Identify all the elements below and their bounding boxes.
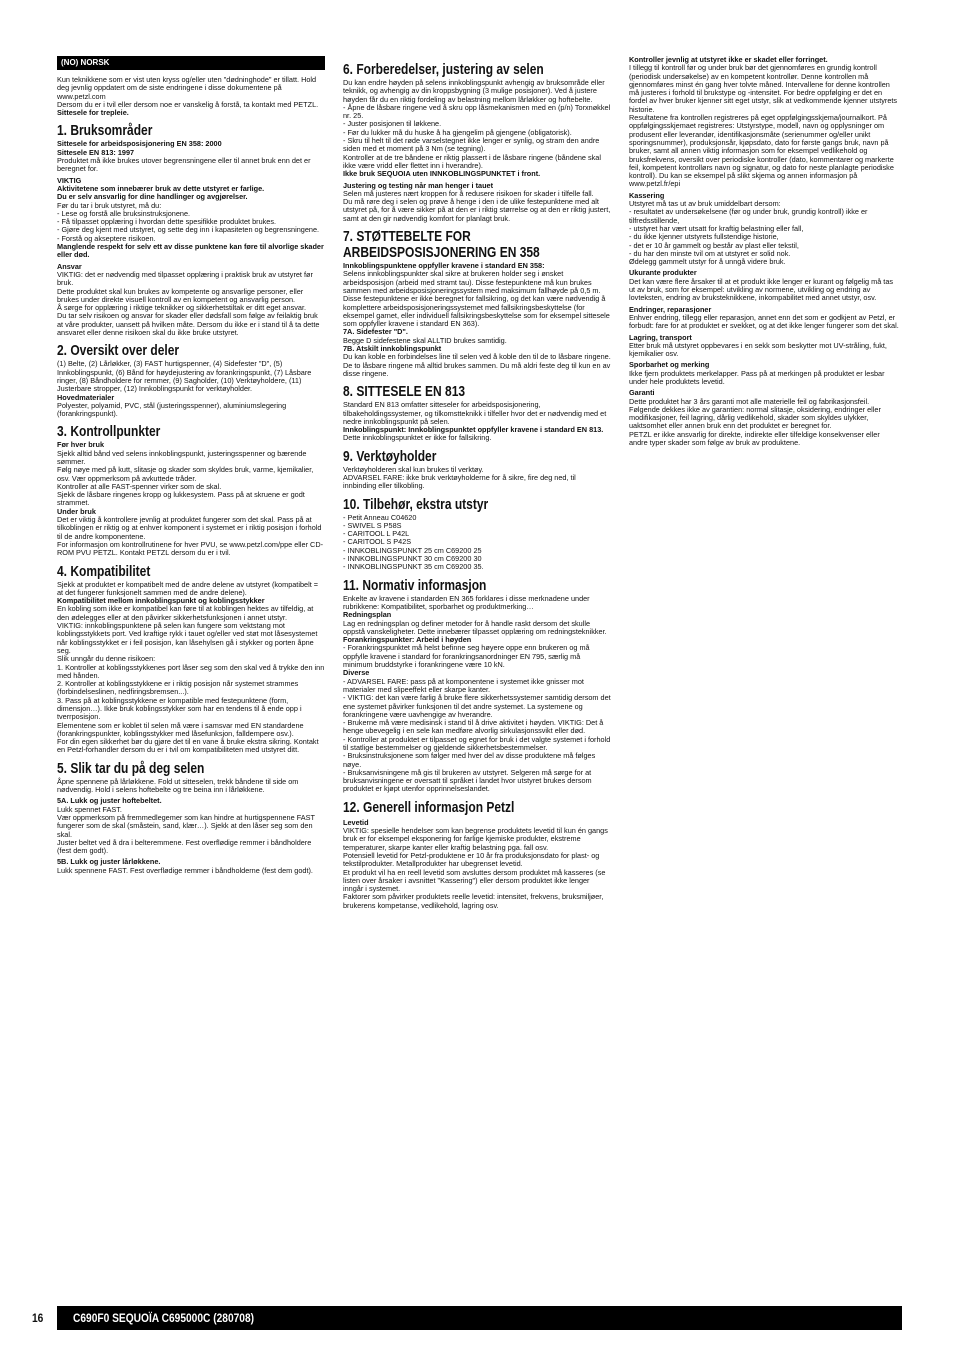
section-heading: 12. Generell informasjon Petzl (343, 798, 515, 816)
paragraph: Du tar selv risikoen og ansvar for skader eller dødsfall som følge av feilaktig bruk at våre produkter, uansett på hvilken måte. Dersom du ikke er i stand til å ta dette ansvaret eller denne risikoen skal du ikke bruke utstyret. (57, 311, 320, 338)
paragraph: - INNKOBLINGSPUNKT 35 cm C69200 35. (343, 562, 484, 572)
paragraph: - Kontroller at produktet er tilpasset og egnet for bruk i det valgte systemet i forhold til statlige bestemmelser og gjeldende sikkerhetsbestemmelser. (343, 734, 611, 752)
paragraph: Etter bruk må utstyret oppbevares i en sekk som beskytter mot UV-stråling, fukt, kjemikalier osv. (629, 340, 887, 359)
bold-text: Sittesele for arbeidsposisjonering EN 358: 2000 (57, 139, 222, 149)
section-heading: 11. Normativ informasjon (343, 576, 487, 594)
paragraph: Verktøyholderen skal kun brukes til verktøy. (343, 464, 484, 474)
bold-text: Kontroller jevnlig at utstyret ikke er skadet eller forringet. (629, 55, 828, 64)
section-heading: 8. SITTESELE EN 813 (343, 383, 466, 401)
paragraph: Du kan koble en forbindelses line til selen ved å koble den til de to låsbare ringene. De to låsbare ringene må alltid brukes sammen. Du må aldri feste deg til kun en av disse ringene. (343, 352, 611, 378)
paragraph: Enhver endring, tillegg eller reparasjon, annet enn det som er godkjent av Petzl, er forbudt: fare for at produktet er svekket, og at det ikke lenger fungerer som det skal. (629, 312, 899, 331)
bold-text: Sittesele for trepleie. (57, 108, 129, 118)
bold-text: Før hver bruk (57, 440, 105, 450)
bold-text: Ikke bruk SEQUOIA uten INNKOBLINGSPUNKTET i front. (343, 169, 541, 179)
bold-text: Hovedmaterialer (57, 392, 115, 402)
paragraph: Selens innkoblingspunkter skal sikre at brukeren holder seg i ønsket arbeidsposisjon (arbeid med stramt tau). Disse festepunktene må kun brukes sammen med arbeidsposisjoneringssystem med maksimum fallhøyde på 0,5 m. (343, 269, 601, 295)
subheading: Endringer, reparasjoner (629, 304, 712, 314)
paragraph: Det er viktig å kontrollere jevnlig at produktet fungerer som det skal. Pass på at tilkoblingen er riktig og at enhver komponent i systemet er i riktig posisjon i forhold til de andre komponentene. (57, 515, 322, 541)
paragraph: Du kan endre høyden på selens innkoblingspunkt avhengig av bruksområde eller teknikk, og avhengig av din kroppsbygning (3 mulige posisjoner). Ved å justere høyden får du en riktig fordeling av belastning mellom lårløkker og hoftebelte. (343, 78, 605, 104)
paragraph: VIKTIG: det er nødvendig med tilpasset opplæring i praktisk bruk av utstyret før bruk. (57, 269, 313, 288)
paragraph: - Åpne de låsbare ringene ved å skru opp låsmekanismen med en (p/n) Torxnøkkel nr. 25. (343, 102, 611, 121)
paragraph: Dette produktet skal kun brukes av kompetente og ansvarlige personer, eller brukes under direkte visuell kontroll av en kompetent og ansvarlig person. (57, 286, 304, 304)
paragraph: Ikke fjern produktets merkelapper. Pass på at merkingen på produktet er lesbar under hele produktets levetid. (629, 368, 885, 386)
page-number: 16 (32, 1311, 44, 1325)
paragraph: - SWIVEL S P58S (343, 520, 402, 530)
paragraph: - Før du lukker må du huske å ha gjengelim på gjengene (obligatorisk). (343, 127, 572, 137)
section-heading: 6. Forberedelser, justering av selen (343, 61, 544, 78)
paragraph: Lag en redningsplan og definer metoder for å handle raskt dersom det skulle oppstå vanskeligheter. Dette innebærer tilpasset opplæring om redningsteknikker. (343, 618, 607, 636)
paragraph: - CARITOOL L P42L (343, 529, 410, 539)
paragraph: VIKTIG: innkoblingspunktene på selen kan fungere som vektstang mot koblingsstykkets port. Ved kraftige rykk i tauet og/eller ved støt mot låsesystemet når koblingsstykket er i feil posisjon, kan låsehylsen gå i stykker og porten åpne seg. (57, 621, 318, 655)
paragraph: Sjekk alltid bånd ved selens innkoblingspunkt, justeringsspenner og bærende sømmer. (57, 448, 307, 466)
paragraph: Enkelte av kravene i standarden EN 365 forklares i disse merknadene under rubrikkene: Kompatibilitet, sporbarhet og produktmerking… (343, 593, 590, 611)
paragraph: I tillegg til kontroll før og under bruk bør det gjennomføres en grundig kontroll (periodisk undersøkelse) av en kompetent kontrollør. Denne kontrollen må gjennomføres minst én gang hver tolvte måned. Intervallene for denne kontrollen må justeres i forhold til brukstype og -intensitet. For bedre oppfølging er det en fordel av hver bruker kjenner sitt eget utstyr, slik at vedkommende kjenner utstyrets historie. (629, 63, 898, 114)
paragraph: - Bruksinstruksjonene som følger med hver del av disse produktene må følges nøye. (343, 751, 596, 769)
paragraph: Ødelegg gammelt utstyr for å unngå videre bruk. (629, 257, 786, 267)
paragraph: - Petit Anneau C04620 (343, 512, 417, 522)
section-heading: 2. Oversikt over deler (57, 342, 180, 360)
paragraph: Lukk spennene FAST. Fest overflødige remmer i båndholderne (fest dem godt). (57, 865, 313, 875)
paragraph: Disse festepunktene er ikke beregnet for fallsikring, og det kan være nødvendig å komplettere arbeidsposisjoneringssystemet med fallsikringsbeskyttelse (for eksempel garnet, eller individuell fallsikringsbeskyttelse som for eksempel sittesele som oppfyller kravene i standard EN 363). (343, 294, 610, 329)
bold-text: Under bruk (57, 506, 96, 516)
subheading: Ansvar (57, 261, 82, 271)
paragraph: 1. Kontroller at koblingsstykkenes port låser seg som den skal ved å trykke den inn med hånden. (57, 662, 325, 680)
paragraph: Du må røre deg i selen og prøve å henge i den i de ulike festepunktene med alt utstyret på, for å være sikker på at den er i riktig størrelse og at den er riktig justert, samt at den gir nødvendig komfort for planlagt bruk. (343, 197, 611, 223)
paragraph: For din egen sikkerhet bør du gjøre det til en vane å bruke ekstra sikring. Kontakt en Petzl-forhandler dersom du er i tvil om kompatibiliteten med utstyret ditt. (57, 737, 319, 755)
paragraph: Sjekk de låsbare ringenes kropp og lukkesystem. Pass på at skruene er godt strammet. (57, 490, 305, 508)
paragraph: - Lese og forstå alle bruksinstruksjonene. (57, 208, 191, 218)
footer-bar (57, 1306, 902, 1330)
section-heading: 1. Bruksområder (57, 122, 153, 140)
subheading: Ukurante produkter (629, 268, 697, 278)
paragraph: Utstyret må tas ut av bruk umiddelbart dersom: (629, 199, 781, 209)
column-left (57, 56, 325, 875)
subheading: Lagring, transport (629, 332, 692, 342)
column-middle (343, 56, 611, 910)
paragraph: Dette produktet har 3 års garanti mot alle materielle feil og fabrikasjonsfeil. Følgende dekkes ikke av garantien: normal slitasje, oksidering, endringer eller modifikasjoner, feil lagring, dårlig vedlikehold, skader som skyldes ulykker, uaktsomhet eller annen bruk enn det produktet er beregnet for. (629, 396, 881, 431)
paragraph: Potensiell levetid for Petzl-produktene er 10 år fra produksjonsdato for plast- og tekstilprodukter. Metallprodukter har ubegrenset levetid. (343, 850, 600, 869)
paragraph: - Brukerne må være medisinsk i stand til å drive aktivitet i høyden. VIKTIG: Det å henge ubevegelig i en sele kan medføre alvorlig sirkulasjonssvikt eller død. (343, 718, 604, 736)
bold-text: Redningsplan (343, 610, 392, 620)
paragraph: - Juster posisjonen til løkkene. (343, 119, 442, 129)
paragraph: Elementene som er koblet til selen må være i samsvar med EN standardene (forankringspunkter, koblingsstykker med låsefunksjon, falldempere osv.). (57, 720, 304, 738)
subheading: Levetid (343, 817, 369, 827)
paragraph: - det er 10 år gammelt og består av plast eller tekstil, (629, 240, 799, 250)
bold-text: Innkoblingspunkt: Innkoblingspunktet oppfyller kravene i standard EN 813. (343, 425, 604, 435)
bold-text: Innkoblingspunktene oppfyller kravene i standard EN 358: (343, 261, 545, 271)
paragraph: Et produkt vil ha en reell levetid som avsluttes dersom produktet må kasseres (se listen over årsaker i avsnittet "Kassering") eller dersom produktet ikke lenger inngår i systemet. (343, 867, 606, 894)
paragraph: - resultatet av undersøkelsene (før og under bruk, grundig kontroll) ikke er tilfredsstillende, (629, 207, 868, 225)
paragraph: Dersom du er i tvil eller dersom noe er vanskelig å forstå, ta kontakt med PETZL. (57, 99, 319, 109)
paragraph: - utstyret har vært utsatt for kraftig belastning eller fall, (629, 223, 804, 233)
paragraph: Kontroller at de tre båndene er riktig plassert i de låsbare ringene (båndene skal ikke være vridd eller flettet inn i hverandre). (343, 152, 601, 170)
bold-text: Forankringspunkter: Arbeid i høyden (343, 635, 472, 645)
paragraph: Kontroller at alle FAST-spenner virker som de skal. (57, 481, 222, 491)
language-label: (NO) NORSK (57, 56, 325, 70)
subheading: 5B. Lukk og juster lårløkkene. (57, 857, 161, 867)
subheading: VIKTIG (57, 175, 82, 185)
section-heading: 3. Kontrollpunkter (57, 423, 161, 441)
bold-text: 7B. Atskilt innkoblingspunkt (343, 344, 442, 354)
subheading: Kassering (629, 190, 665, 200)
footer-code: C690F0 SEQUOÏA C695000C (280708) (73, 1311, 255, 1325)
paragraph: - Skru til helt til det røde varselstegnet ikke lenger er synlig, og stram den andre siden med et moment på 3 Nm (se tegning). (343, 136, 600, 154)
paragraph: VIKTIG: spesielle hendelser som kan begrense produktets levetid til kun én gangs bruk er for eksempel eksponering for farlige kjemiske produkter, ekstreme temperaturer, skarpe kanter eller kraftig belastning pga. fall osv. (343, 826, 608, 852)
column-left-body (57, 76, 325, 875)
paragraph: Dette innkoblingspunktet er ikke for fallsikring. (343, 433, 492, 443)
bold-text: Aktivitetene som innebærer bruk av dette utstyret er farlige. (57, 183, 265, 193)
paragraph: - du har den minste tvil om at utstyret er solid nok. (629, 248, 791, 258)
bold-text: 7A. Sidefester "D". (343, 327, 408, 337)
paragraph: - VIKTIG: det kan være farlig å bruke flere sikkerhetssystemer samtidig dersom det ene systemet påvirker funksjonen til det andre systemet. La systemene og forankringene være uavhengige av hverandre. (343, 693, 611, 719)
paragraph: Polyester, polyamid, PVC, stål (justeringsspenner), aluminiumslegering (forankringspunkt). (57, 400, 287, 419)
paragraph: Selen må justeres nært kroppen for å redusere risikoen for skader i tilfelle fall. (343, 188, 594, 198)
paragraph: Vær oppmerksom på fremmedlegemer som kan hindre at hurtigspennene FAST fungerer som de skal (småstein, sand, klær…). Sjekk at den låser seg som den skal. (57, 812, 315, 839)
paragraph: PETZL er ikke ansvarlig for direkte, indirekte eller tilfeldige konsekvenser eller andre typer skader som følge av bruk av produktene. (629, 429, 880, 448)
paragraph: Standard EN 813 omfatter sitteseler for arbeidsposisjonering, tilbakeholdingssystemer, og tilkomstteknikk i tilfeller hvor det er nødvendig med et nedre innkoblingspunkt på selen. (343, 400, 607, 426)
paragraph: Sjekk at produktet er kompatibelt med de andre delene av utstyret (kompatibelt = at det fungerer funksjonelt sammen med de andre delene). (57, 579, 319, 597)
paragraph: (1) Belte, (2) Lårløkker, (3) FAST hurtigspenner, (4) Sidefester "D", (5) Innkoblingspunkt, (6) Bånd for høydejustering av forankringspunkt, (7) Låsbare ringer, (8) Båndholdere for remmer, (9) Sagholder, (10) Verktøyholdere, (11) Justerbare stropper, (12) Innkoblingspunkt for verktøyholder. (57, 359, 312, 394)
paragraph: Juster beltet ved å dra i belteremmene. Fest overflødige remmer i båndholdere (fest dem godt). (57, 837, 312, 856)
bold-text: Sittesele EN 813: 1997 (57, 147, 135, 157)
paragraph: Å sørge for opplæring i riktige teknikker og sikkerhetstiltak er ditt eget ansvar. (57, 303, 307, 313)
subheading: Garanti (629, 388, 655, 398)
bold-text: Diverse (343, 668, 370, 678)
subheading: 5A. Lukk og juster hoftebeltet. (57, 796, 162, 806)
paragraph: - ADVARSEL FARE: pass på at komponentene i systemet ikke gnisser mot materialer med slipeeffekt eller skarpe kanter. (343, 676, 584, 694)
paragraph: - INNKOBLINGSPUNKT 30 cm C69200 30 (343, 554, 482, 564)
paragraph: Begge D sidefestene skal ALLTID brukes samtidig. (343, 335, 507, 345)
paragraph: 3. Pass på at koblingsstykkene er kompatible med festepunktene (form, dimensjon…). Ikke bruk koblingsstykker som har en tendens til å ende opp i tverrposisjon. (57, 695, 302, 722)
paragraph: 2. Kontroller at koblingsstykkene er i riktig posisjon når systemet strammes (forbindelseslinen, nedfiringsbremsen...). (57, 679, 299, 697)
column-middle-body (343, 62, 611, 910)
paragraph: For informasjon om kontrollrutinene for hver PVU, se www.petzl.com/ppe eller CD-ROM PVU PETZL. Kontakt PETZL dersom du er i tvil. (57, 539, 324, 558)
subheading: Justering og testing når man henger i tauet (343, 180, 494, 190)
paragraph: - INNKOBLINGSPUNKT 25 cm C69200 25 (343, 545, 482, 555)
bold-text: Manglende respekt for selv ett av disse punktene kan føre til alvorlige skader eller død. (57, 242, 324, 260)
bold-text: Kompatibilitet mellom innkoblingspunkt og koblingsstykker (57, 596, 265, 606)
paragraph: Det kan være flere årsaker til at et produkt ikke lenger er kurant og følgelig må tas ut av bruk, som for eksempel: utvikling av normene, utvikling og endring av lovteksten, endring av bruksteknikkene, inkompabilitet med annet utstyr, osv. (629, 276, 894, 303)
paragraph: - Få tilpasset opplæring i hvordan dette spesifikke produktet brukes. (57, 217, 277, 227)
section-heading: 5. Slik tar du på deg selen (57, 759, 205, 777)
paragraph: Lukk spennet FAST. (57, 804, 122, 814)
bold-text: Du er selv ansvarlig for dine handlinger og avgjørelser. (57, 192, 248, 202)
paragraph: - du ikke kjenner utstyrets fullstendige historie, (629, 232, 779, 242)
paragraph: Før du tar i bruk utstyret, må du: (57, 200, 162, 210)
section-heading: 7. STØTTEBELTE FOR ARBEIDSPOSISJONERING EN 358 (343, 228, 540, 262)
column-right (629, 56, 899, 447)
paragraph: Produktet må ikke brukes utover begrensningene eller til annet bruk enn det er beregnet for. (57, 156, 311, 174)
section-heading: 10. Tilbehør, ekstra utstyr (343, 495, 489, 513)
paragraph: Kun teknikkene som er vist uten kryss og/eller uten "dødninghode" er tillatt. Hold deg jevnlig oppdatert om de siste endringene i disse dokumentene på www.petzl.com (57, 75, 317, 101)
paragraph: - Forankringspunktet må helst befinne seg høyere oppe enn brukeren og må oppfylle kravene i standard for forankringsanordninger EN 795, særlig må minimum bruddstyrke i forankringene være 10 kN. (343, 643, 590, 670)
paragraph: - Bruksanvisningene må gis til brukeren av utstyret. Selgeren må sørge for at bruksanvisningene er oversatt til språket i landet hvor utstyret brukes dersom produktet er kjøpt utenfor opprinnelseslandet. (343, 767, 592, 794)
section-heading: 9. Verktøyholder (343, 447, 437, 465)
paragraph: En kobling som ikke er kompatibel kan føre til at koblingen hektes av tilfeldig, at den ødelegges eller at den påvirker sikkerhetsfunksjonen i annet utstyr. (57, 604, 314, 622)
paragraph: Åpne spennene på lårløkkene. Fold ut sitteselen, trekk båndene til side om nødvendig. Hold i selens hoftebelte og tre beina inn i lårløkkene. (57, 776, 299, 795)
paragraph: Resultatene fra kontrollen registreres på eget oppfølgingsskjema/journalkort. På oppfølgingsskjemaet registreres: Utstyrstype, modell, navn og opplysninger om produsent eller leverandør, identifikasjonsmåte (serienummer og/eller unikt sporingsnummer), produksjonsår, kjøpsdato, dato for første gangs bruk, navn på bruker, samt all annen viktig informasjon som for eksempel vedlikehold og bruksfrekvens, oversikt over periodiske kontroller (dato, kommentarer og markerte feil, kompetent kontrollørs navn og signatur, og dato for neste planlagte periodiske kontroll). Du kan se eksempel på slikt skjema og annen informasjon på www.petzl.fr/epi (629, 113, 894, 189)
paragraph: - CARITOOL S P42S (343, 537, 412, 547)
paragraph: - Forstå og akseptere risikoen. (57, 233, 156, 243)
paragraph: Slik unngår du denne risikoen: (57, 654, 156, 664)
paragraph: - Gjøre deg kjent med utstyret, og sette deg inn i kapasiteten og begrensningene. (57, 225, 320, 235)
column-right-body (629, 56, 899, 447)
subheading: Sporbarhet og merking (629, 360, 710, 370)
paragraph: Faktorer som påvirker produktets reelle levetid: intensitet, frekvens, bruksmiljøer, brukerens kompetanse, vedlikehold, lagring osv. (343, 892, 604, 910)
section-heading: 4. Kompatibilitet (57, 562, 151, 580)
paragraph: Følg nøye med på kutt, slitasje og skader som skyldes bruk, varme, kjemikalier, osv. Vær oppmerksom på avkuttede tråder. (57, 465, 314, 483)
paragraph: ADVARSEL FARE: ikke bruk verktøyholderne for å sikre, fire deg ned, til innbinding eller tilkobling. (343, 472, 576, 491)
